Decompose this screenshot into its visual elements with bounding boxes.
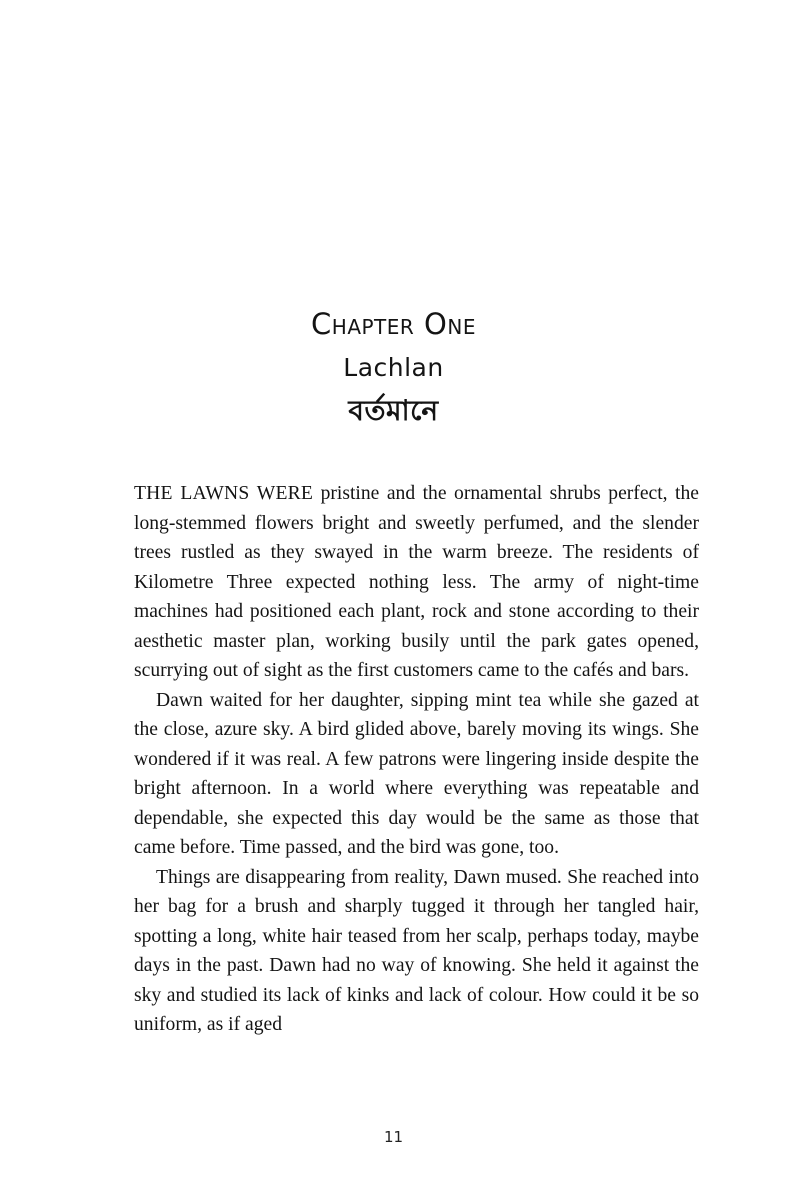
chapter-subtitle: বর্তমানে — [348, 394, 439, 427]
chapter-character-name: Lachlan — [343, 353, 444, 382]
paragraph-2: Dawn waited for her daughter, sipping mint tea while she gazed at the close, azure sky. A bird glided above, barely moving its wings. She wondered if it was real. A few patrons were lingering inside despite the bright afternoon. In a world where everything was repeatable and dependable, she expected this day would be the same as those that came before. Time passed, and the bird was gone, too. — [134, 689, 699, 858]
paragraph-1 — [134, 479, 699, 686]
lead-in-caps: THE LAWNS WERE — [134, 483, 314, 504]
page-number: 11 — [383, 1128, 404, 1146]
paragraph-1-text: pristine and the ornamental shrubs perfect, the long-stemmed flowers bright and sweetly perfumed, and the slender trees rustled as they swayed in the warm breeze. The residents of Kilometre Three expected nothing less. The army of night-time machines had positioned each plant, rock and stone according to their aesthetic master plan, working busily until the park gates opened, scurrying out of sight as the first customers came to the cafés and bars. — [134, 483, 699, 681]
paragraph-3: Things are disappearing from reality, Dawn mused. She reached into her bag for a brush and sharply tugged it through her tangled hair, spotting a long, white hair teased from her scalp, perhaps today, maybe days in the past. Dawn had no way of knowing. She held it against the sky and studied its lack of kinks and lack of colour. How could it be so uniform, as if aged — [134, 866, 699, 1035]
chapter-body — [134, 479, 699, 1040]
chapter-heading — [0, 303, 787, 433]
chapter-title: Chapter One — [311, 307, 476, 341]
